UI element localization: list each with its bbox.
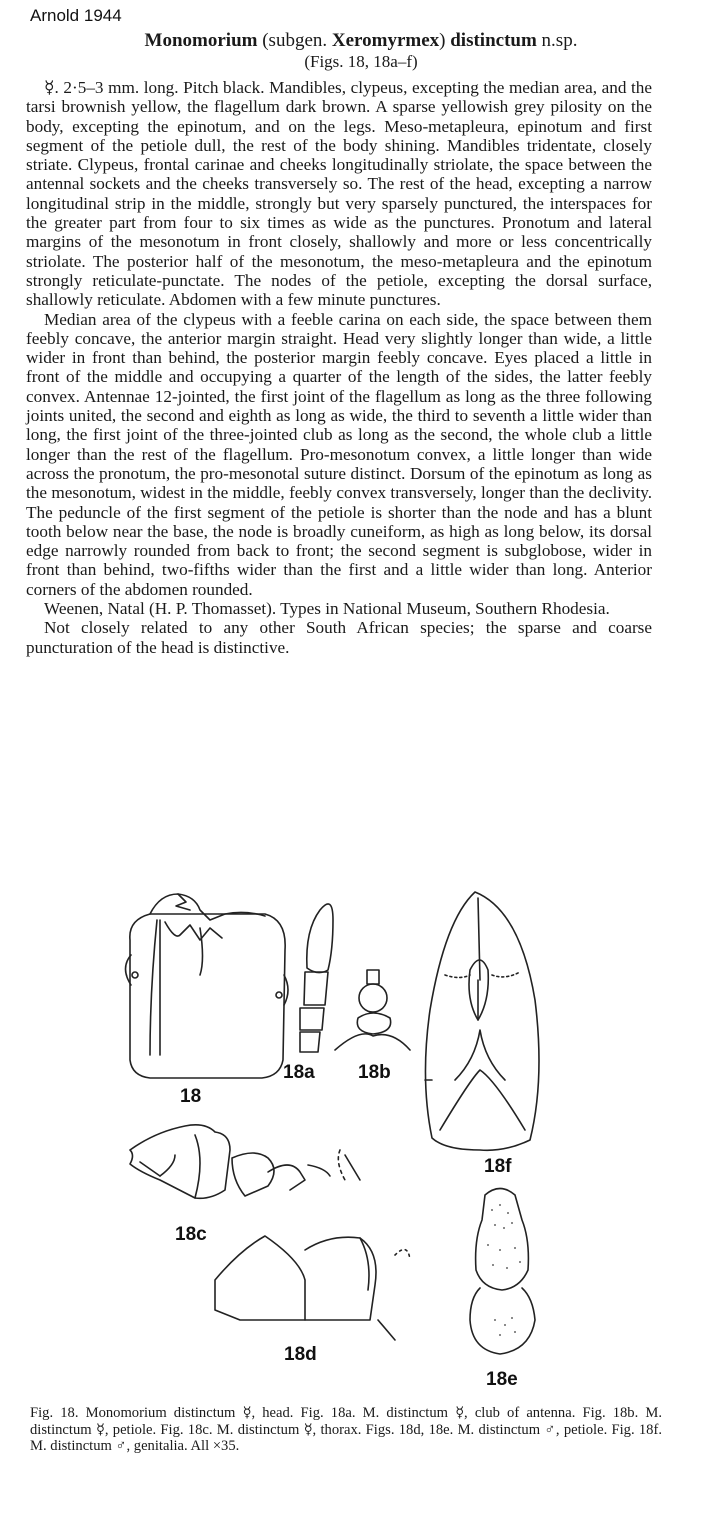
figure-caption: Fig. 18. Monomorium distinctum ☿, head. Fig. 18a. M. distinctum ☿, club of antenna. Fig. 18b. M. distinctum ☿, petiole. Fig. 18c. M. distinctum ☿, thorax. Figs. 18d, 18e. M. distinctum ♂, petiole. Fig. 18f. M. distinctum ♂, genitalia. All ×35. [30,1405,662,1455]
subgenus-name: Xeromyrmex [331,30,440,51]
genitalia-drawing [425,892,539,1150]
petiole-worker-drawing [335,970,410,1050]
taxon-status: n.sp. [536,30,578,51]
paragraph-type-locality: Weenen, Natal (H. P. Thomasset). Types in National Museum, Southern Rhodesia. [44,599,610,619]
fig-18-label: 18 [180,1086,202,1107]
figure-plate [0,880,722,1400]
fig-18d-label: 18d [284,1344,317,1365]
fig-18f-label: 18f [484,1156,512,1177]
thorax-drawing [130,1125,360,1198]
species-name: distinctum [450,30,537,51]
head-drawing [126,894,289,1078]
description-body [26,78,652,657]
antennal-club-drawing [300,904,333,1052]
document-source-tag: Arnold 1944 [30,6,122,25]
petiole-male-side-drawing [215,1236,410,1340]
subgenus-suffix: ) [439,30,451,51]
petiole-male-dorsal-drawing [470,1189,535,1355]
fig-18b-label: 18b [358,1062,391,1083]
paragraph-affinities: Not closely related to any other South African species; the sparse and coarse puncturation of the head is distinctive. [26,618,652,657]
subgenus-prefix: (subgen. [257,30,332,51]
paragraph-worker-morphology: Median area of the clypeus with a feeble carina on each side, the space between them feebly concave, the anterior margin straight. Head very slightly longer than wide, a little wider in front than behind, the posterior margin feebly concave. Eyes placed a little in front of the middle and occupying a quarter of the length of the sides, the latter feebly convex. Antennae 12-jointed, the first joint of the flagellum as long as the three following joints united, the second and eighth as long as wide, the third to seventh a little wider than long, the first joint of the three-jointed club as long as the second, the whole club a little longer than the rest of the flagellum. Pro-mesonotum convex, a little longer than wide across the pronotum, the pro-mesonotal suture distinct. Dorsum of the epinotum as long as the mesonotum, widest in the middle, feebly convex transversely, longer than the declivity. The peduncle of the first segment of the petiole is shorter than the node and has a blunt tooth below near the base, the node is broadly cuneiform, as high as long below, its dorsal edge narrowly rounded from back to front; the second segment is subglobose, wider in front than behind, two-fifths wider than the first and a little wider than long. Anterior corners of the abdomen rounded. [26,309,652,599]
fig-18e-label: 18e [486,1369,518,1390]
paragraph-worker-coloration: ☿. 2·5–3 mm. long. Pitch black. Mandibles, clypeus, excepting the median area, and the tarsi brownish yellow, the flagellum dark brown. A sparse yellowish grey pilosity on the body, excepting the epinotum, and on the legs. Meso-metapleura, epinotum and first segment of the petiole dull, the rest of the body shining. Mandibles tridentate, closely striate. Clypeus, frontal carinae and cheeks longitudinally striolate, the space between the antennal sockets and the cheeks transversely so. The rest of the head, excepting a narrow longitudinal strip in the middle, strongly but very sparsely punctured, the interspaces for the greater part from four to six times as wide as the punctures. Pronotum and lateral margins of the mesonotum in front closely, shallowly and more or less concentrically striolate. The posterior half of the mesonotum, the meso-metapleura and the epinotum strongly reticulate-punctate. The nodes of the petiole, excepting the dorsal surface, shallowly reticulate. Abdomen with a few minute punctures. [26,78,652,310]
figure-reference: (Figs. 18, 18a–f) [304,52,418,71]
genus-name: Monomorium [144,30,258,51]
species-title [20,30,702,52]
fig-18c-label: 18c [175,1224,207,1245]
fig-18a-label: 18a [283,1062,315,1083]
